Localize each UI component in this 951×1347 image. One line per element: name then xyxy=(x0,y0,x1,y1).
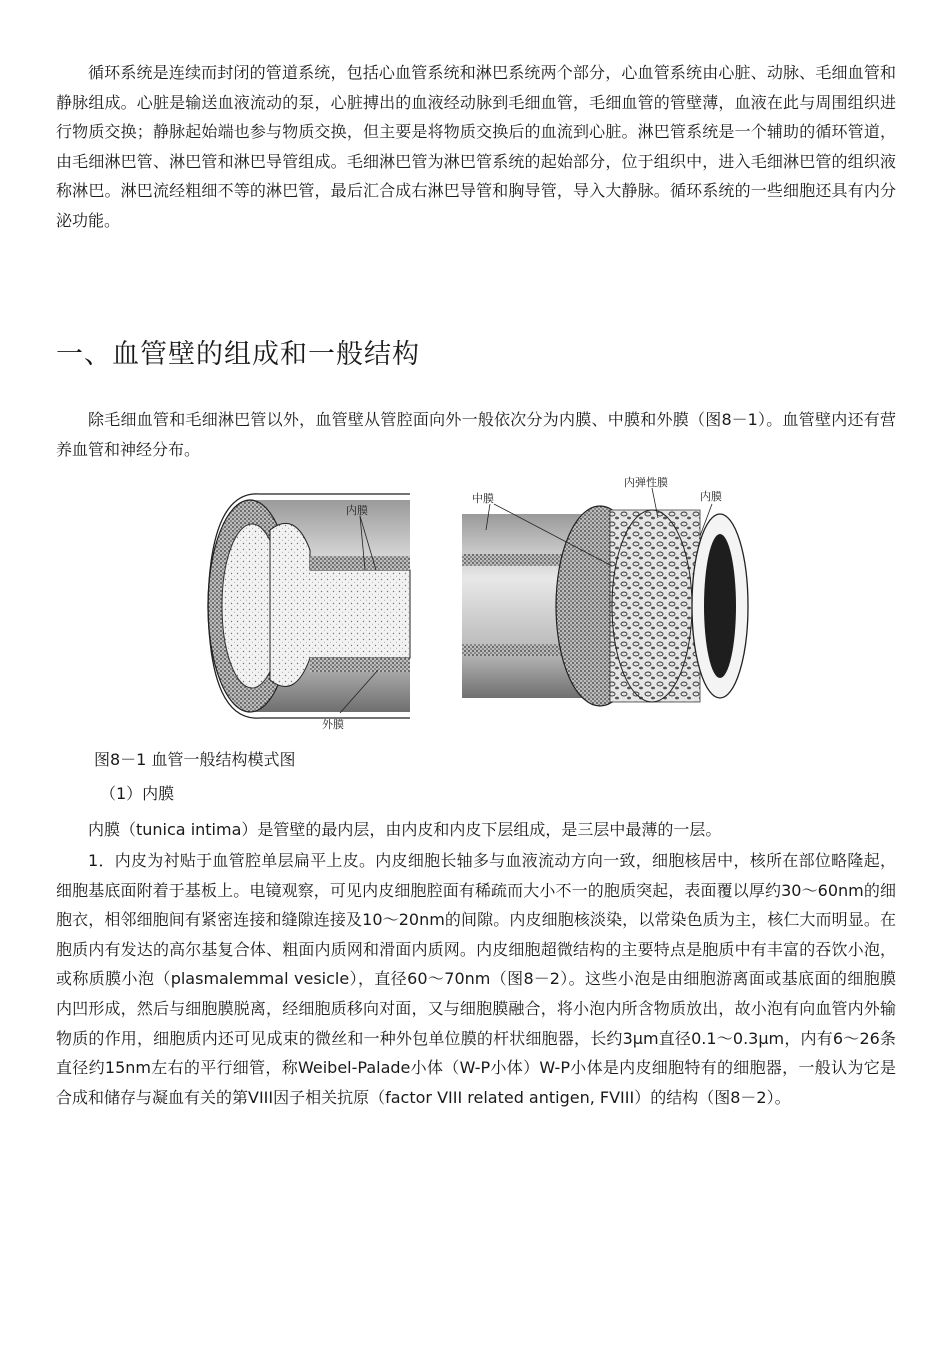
intro-paragraph: 循环系统是连续而封闭的管道系统，包括心血管系统和淋巴系统两个部分，心血管系统由心脏、动脉、毛细血管和静脉组成。心脏是输送血液流动的泵，心脏搏出的血液经动脉到毛细血管，毛细血管的管壁薄，血液在此与周围组织进行物质交换；静脉起始端也参与物质交换，但主要是将物质交换后的血流到心脏。淋巴管系统是一个辅助的循环管道，由毛细淋巴管、淋巴管和淋巴导管组成。毛细淋巴管为淋巴管系统的起始部分，位于组织中，进入毛细淋巴管的组织液称淋巴。淋巴流经粗细不等的淋巴管，最后汇合成右淋巴导管和胸导管，导入大静脉。循环系统的一些细胞还具有内分泌功能。 xyxy=(56,63,896,230)
figure-caption: 图8－1 血管一般结构模式图 xyxy=(94,750,296,769)
intima-paragraph: 内膜（tunica intima）是管壁的最内层，由内皮和内皮下层组成，是三层中最薄的一层。 xyxy=(88,820,722,839)
section-heading: 一、血管壁的组成和一般结构 xyxy=(56,339,420,370)
endothelium-paragraph: 1．内皮为衬贴于血管腔单层扁平上皮。内皮细胞长轴多与血液流动方向一致，细胞核居中，核所在部位略隆起，细胞基底面附着于基板上。电镜观察，可见内皮细胞腔面有稀疏而大小不一的胞质突起，表面覆以厚约30～60nm的细胞衣，相邻细胞间有紧密连接和缝隙连接及10～20nm的间隙。内皮细胞核淡染，以常染色质为主，核仁大而明显。在胞质内有发达的高尔基复合体、粗面内质网和滑面内质网。内皮细胞超微结构的主要特点是胞质中有丰富的吞饮小泡，或称质膜小泡（plasmalemmal vesicle），直径60～70nm（图8－2）。这些小泡是由细胞游离面或基底面的细胞膜内凹形成，然后与细胞膜脱离，经细胞质移向对面，又与细胞膜融合，将小泡内所含物质放出，故小泡有向血管内外输物质的作用，细胞质内还可见成束的微丝和一种外包单位膜的杆状细胞器，长约3μm直径0.1～0.3μm，内有6～26条直径约15nm左右的平行细管，称Weibel-Palade小体（W-P小体）W-P小体是内皮细胞特有的细胞器，一般认为它是合成和储存与凝血有关的第VIII因子相关抗原（factor VIII related antigen, FVIII）的结构（图8－2）。 xyxy=(56,851,896,1107)
label-internal-elastic: 内弹性膜 xyxy=(624,476,668,489)
label-adventitia: 外膜 xyxy=(322,718,344,731)
label-intima-left: 内膜 xyxy=(346,504,368,517)
subsection-heading: （1）内膜 xyxy=(100,784,175,803)
label-media: 中膜 xyxy=(472,492,494,505)
section-paragraph: 除毛细血管和毛细淋巴管以外，血管壁从管腔面向外一般依次分为内膜、中膜和外膜（图8－1）。血管壁内还有营养血管和神经分布。 xyxy=(56,410,896,459)
vessel-diagram xyxy=(200,470,756,738)
vessel-structure-figure xyxy=(200,470,756,738)
label-intima-right: 内膜 xyxy=(700,490,722,503)
left-vessel-drawing xyxy=(208,494,410,731)
right-vessel-drawing xyxy=(462,475,748,706)
